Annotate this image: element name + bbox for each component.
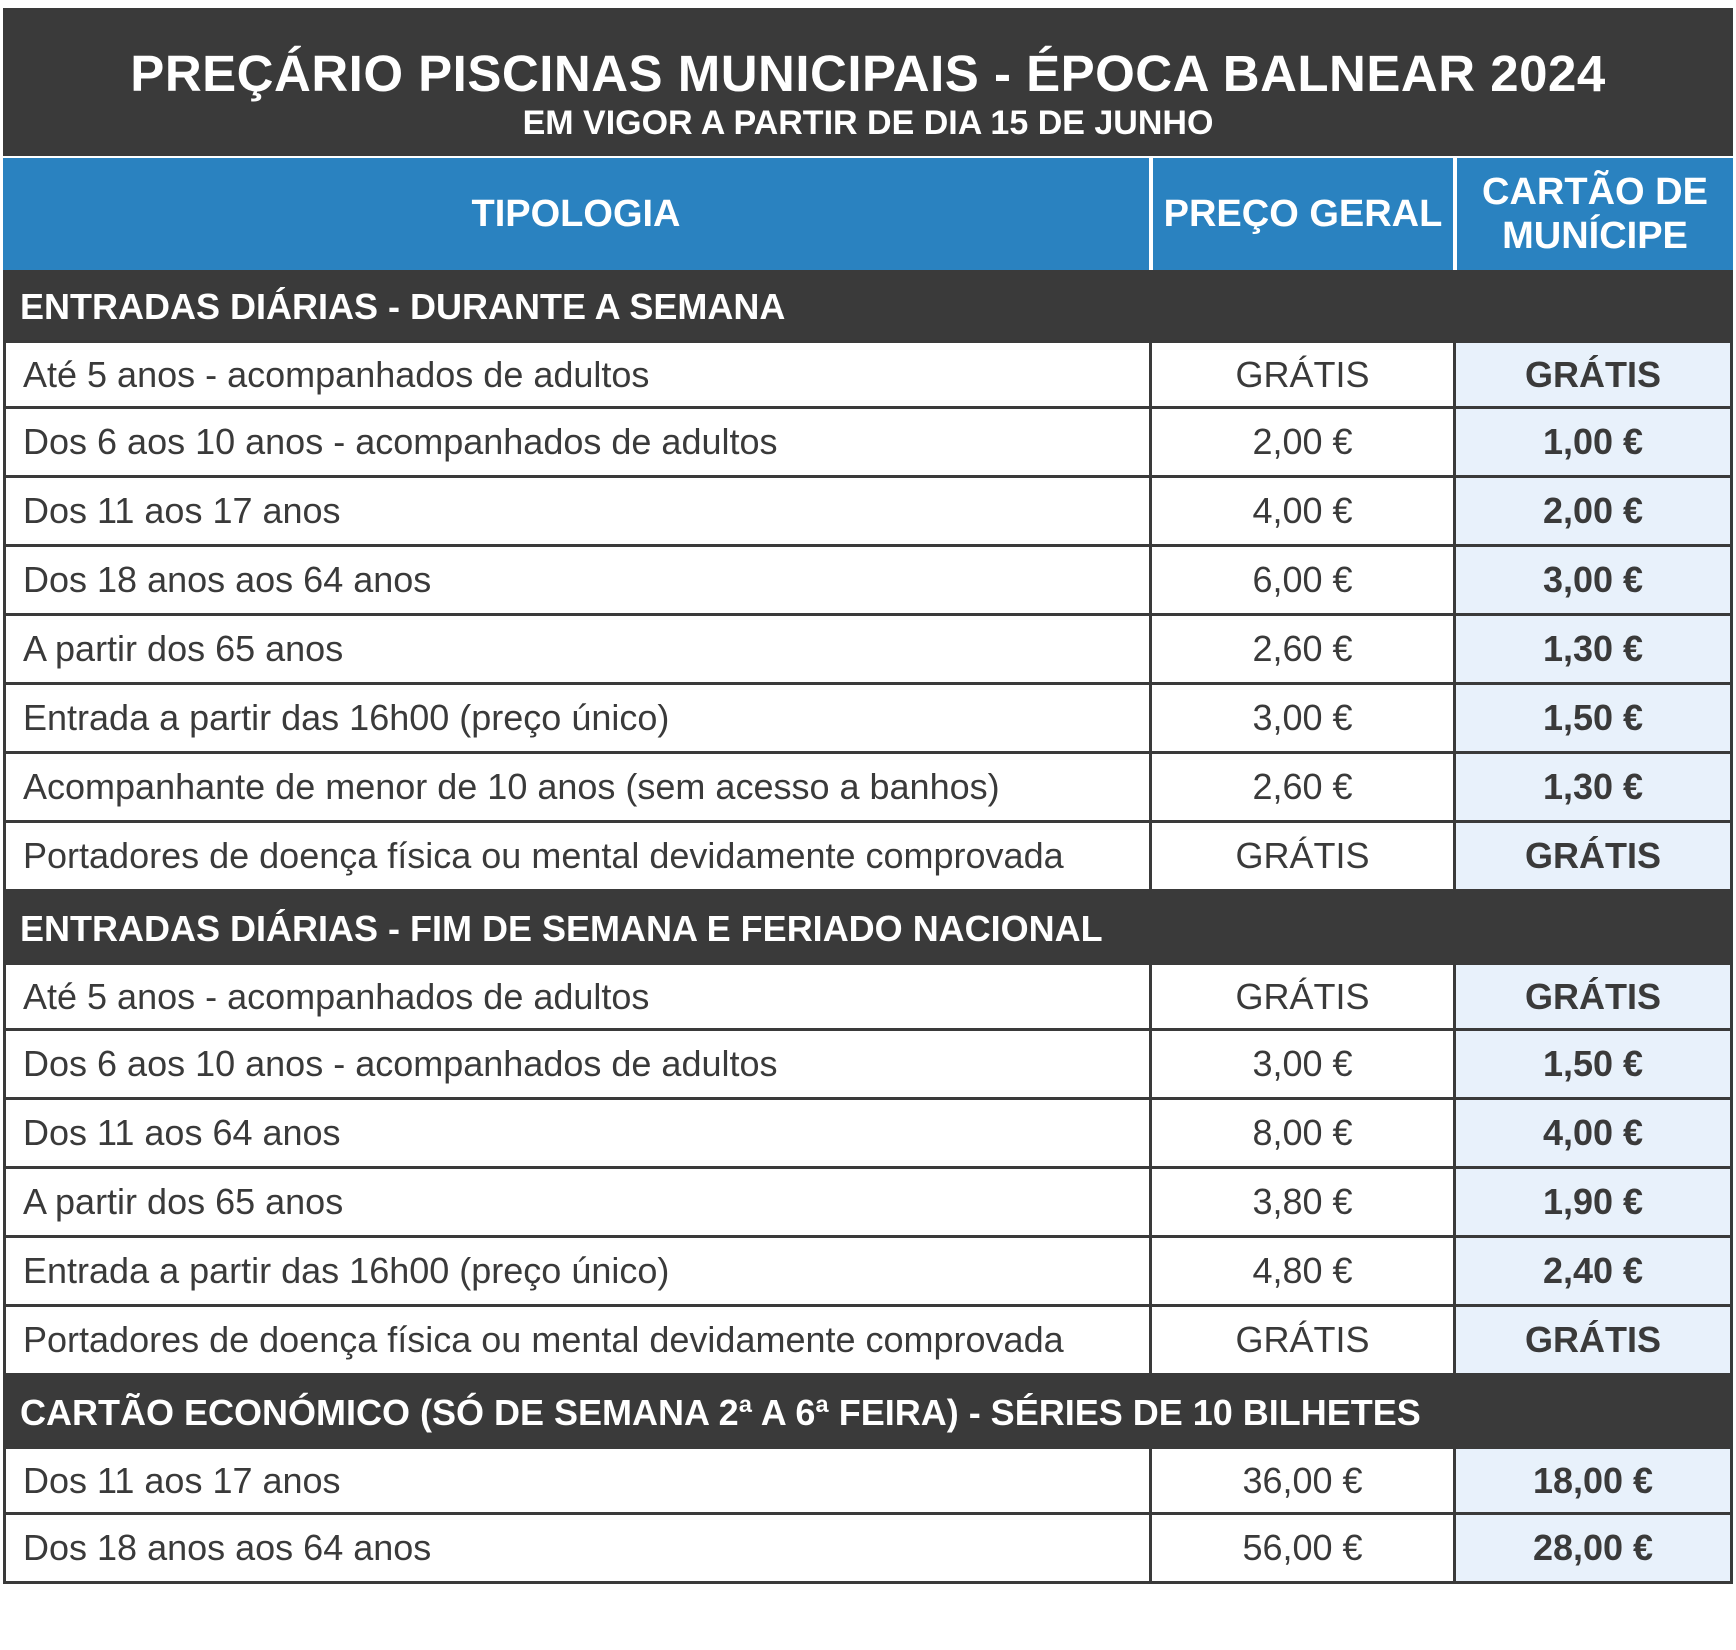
row-general-price: GRÁTIS xyxy=(1149,965,1453,1028)
section-title: CARTÃO ECONÓMICO (SÓ DE SEMANA 2ª A 6ª FEIRA) - SÉRIES DE 10 BILHETES xyxy=(3,1376,1733,1446)
row-munic-price: GRÁTIS xyxy=(1453,823,1733,889)
row-general-price: 2,60 € xyxy=(1149,754,1453,820)
row-label: A partir dos 65 anos xyxy=(3,1169,1149,1235)
row-munic-price: 4,00 € xyxy=(1453,1100,1733,1166)
price-table xyxy=(3,158,1733,1584)
section-title: ENTRADAS DIÁRIAS - DURANTE A SEMANA xyxy=(3,270,1733,340)
table-row xyxy=(3,547,1733,616)
row-label: Entrada a partir das 16h00 (preço único) xyxy=(3,1238,1149,1304)
table-row xyxy=(3,754,1733,823)
row-label: Dos 11 aos 64 anos xyxy=(3,1100,1149,1166)
row-general-price: 4,80 € xyxy=(1149,1238,1453,1304)
row-munic-price: 1,50 € xyxy=(1453,1031,1733,1097)
row-label: Acompanhante de menor de 10 anos (sem acesso a banhos) xyxy=(3,754,1149,820)
row-general-price: 3,80 € xyxy=(1149,1169,1453,1235)
section-title: ENTRADAS DIÁRIAS - FIM DE SEMANA E FERIADO NACIONAL xyxy=(3,892,1733,962)
row-general-price: GRÁTIS xyxy=(1149,1307,1453,1373)
table-row xyxy=(3,823,1733,892)
row-label: Dos 18 anos aos 64 anos xyxy=(3,547,1149,613)
row-general-price: GRÁTIS xyxy=(1149,343,1453,406)
table-row xyxy=(3,685,1733,754)
row-munic-price: 2,00 € xyxy=(1453,478,1733,544)
row-label: Portadores de doença física ou mental devidamente comprovada xyxy=(3,1307,1149,1373)
row-general-price: 8,00 € xyxy=(1149,1100,1453,1166)
table-row xyxy=(3,1307,1733,1376)
table-row xyxy=(3,616,1733,685)
row-general-price: 2,60 € xyxy=(1149,616,1453,682)
row-general-price: 56,00 € xyxy=(1149,1515,1453,1581)
row-label: A partir dos 65 anos xyxy=(3,616,1149,682)
row-label: Até 5 anos - acompanhados de adultos xyxy=(3,343,1149,406)
table-row xyxy=(3,340,1733,409)
row-munic-price: 1,90 € xyxy=(1453,1169,1733,1235)
row-munic-price: 3,00 € xyxy=(1453,547,1733,613)
row-munic-price: 2,40 € xyxy=(1453,1238,1733,1304)
row-munic-price: GRÁTIS xyxy=(1453,1307,1733,1373)
row-label: Entrada a partir das 16h00 (preço único) xyxy=(3,685,1149,751)
table-row xyxy=(3,478,1733,547)
table-row xyxy=(3,1031,1733,1100)
row-munic-price: 1,00 € xyxy=(1453,409,1733,475)
row-label: Até 5 anos - acompanhados de adultos xyxy=(3,965,1149,1028)
page-title: PREÇÁRIO PISCINAS MUNICIPAIS - ÉPOCA BALNEAR 2024 xyxy=(130,45,1606,102)
row-general-price: 3,00 € xyxy=(1149,1031,1453,1097)
row-label: Dos 6 aos 10 anos - acompanhados de adultos xyxy=(3,409,1149,475)
row-label: Portadores de doença física ou mental devidamente comprovada xyxy=(3,823,1149,889)
row-munic-price: GRÁTIS xyxy=(1453,965,1733,1028)
row-munic-price: 1,30 € xyxy=(1453,616,1733,682)
row-label: Dos 11 aos 17 anos xyxy=(3,478,1149,544)
title-banner xyxy=(3,8,1733,156)
row-munic-price: 1,50 € xyxy=(1453,685,1733,751)
header-cartao-municipe: CARTÃO DE MUNÍCIPE xyxy=(1453,158,1733,270)
table-row xyxy=(3,409,1733,478)
row-munic-price: 28,00 € xyxy=(1453,1515,1733,1581)
row-general-price: 4,00 € xyxy=(1149,478,1453,544)
row-general-price: 2,00 € xyxy=(1149,409,1453,475)
table-row xyxy=(3,962,1733,1031)
table-row xyxy=(3,1169,1733,1238)
row-label: Dos 11 aos 17 anos xyxy=(3,1449,1149,1512)
row-label: Dos 18 anos aos 64 anos xyxy=(3,1515,1149,1581)
table-row xyxy=(3,1515,1733,1584)
page-subtitle: EM VIGOR A PARTIR DE DIA 15 DE JUNHO xyxy=(522,104,1214,142)
table-row xyxy=(3,1446,1733,1515)
table-row xyxy=(3,1238,1733,1307)
table-header xyxy=(3,158,1733,270)
row-general-price: GRÁTIS xyxy=(1149,823,1453,889)
row-general-price: 3,00 € xyxy=(1149,685,1453,751)
row-munic-price: 18,00 € xyxy=(1453,1449,1733,1512)
row-general-price: 36,00 € xyxy=(1149,1449,1453,1512)
row-general-price: 6,00 € xyxy=(1149,547,1453,613)
row-munic-price: GRÁTIS xyxy=(1453,343,1733,406)
row-munic-price: 1,30 € xyxy=(1453,754,1733,820)
table-row xyxy=(3,1100,1733,1169)
row-label: Dos 6 aos 10 anos - acompanhados de adultos xyxy=(3,1031,1149,1097)
header-tipologia: TIPOLOGIA xyxy=(3,158,1149,270)
header-preco-geral: PREÇO GERAL xyxy=(1149,158,1453,270)
